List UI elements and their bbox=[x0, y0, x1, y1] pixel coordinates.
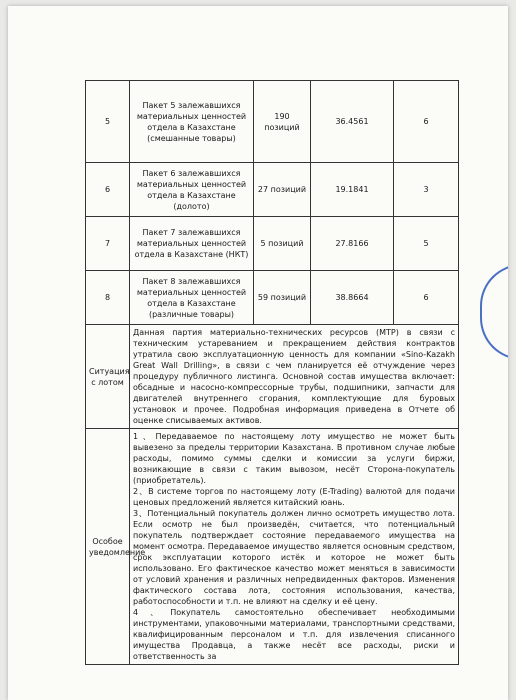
lot-count: 6 bbox=[394, 271, 459, 325]
lot-value: 19.1841 bbox=[311, 163, 394, 217]
lot-name: Пакет 6 залежавшихся материальных ценностей отдела в Казахстане (долото) bbox=[130, 163, 254, 217]
lots-table bbox=[85, 80, 459, 665]
lot-number: 5 bbox=[86, 81, 130, 163]
lot-name: Пакет 7 залежавшихся материальных ценностей отдела в Казахстане (НКТ) bbox=[130, 217, 254, 271]
lot-quantity: 27 позиций bbox=[254, 163, 311, 217]
situation-row bbox=[86, 325, 459, 429]
lot-number: 6 bbox=[86, 163, 130, 217]
notice-paragraph: 1、Передаваемое по настоящему лоту имущество не может быть вывезено за пределы территории Казахстана. В противном случае любые расходы, помимо суммы сделки и комиссии за услуги биржи, возникающие в связи с таким вывозом, несёт Сторона-покупатель (приобретатель). bbox=[133, 432, 455, 485]
document-page bbox=[8, 6, 508, 700]
table-row bbox=[86, 81, 459, 163]
lot-value: 38.8664 bbox=[311, 271, 394, 325]
lot-value: 27.8166 bbox=[311, 217, 394, 271]
notice-paragraph: 2、В системе торгов по настоящему лоту (E-Trading) валютой для подачи ценовых предложений является китайский юань. bbox=[133, 487, 455, 507]
lot-number: 8 bbox=[86, 271, 130, 325]
lot-quantity: 59 позиций bbox=[254, 271, 311, 325]
notice-row bbox=[86, 429, 459, 665]
lot-quantity: 190 позиций bbox=[254, 81, 311, 163]
table-row bbox=[86, 163, 459, 217]
notice-paragraph: 4、Покупатель самостоятельно обеспечивает необходимыми инструментами, упаковочными материалами, транспортными средствами, квалифицированным персоналом и т.п. для извлечения списанного имущества Продавца, а также несёт все расходы, риски и ответственность за bbox=[133, 608, 455, 661]
lot-quantity: 5 позиций bbox=[254, 217, 311, 271]
table-row bbox=[86, 271, 459, 325]
situation-text: Данная партия материально-технических ресурсов (МТР) в связи с техническим устареванием и прекращением действия контрактов утратила свою эксплуатационную ценность для компании «Sino-Kazakh Great Wall Drilling», в связи с чем планируется её отчуждение через процедуру публичного листинга. Основной состав имущества включает: обсадные и насосно-компрессорные трубы, подшипники, запчасти для двигателей внутреннего сгорания, комплектующие для буровых установок и прочее. Подробная информация приведена в Отчете об оценке списываемых активов. bbox=[130, 325, 459, 429]
lot-number: 7 bbox=[86, 217, 130, 271]
stamp-mark bbox=[480, 264, 508, 360]
situation-label: Ситуация с лотом bbox=[86, 325, 130, 429]
notice-paragraph: 3、Потенциальный покупатель должен лично осмотреть имущество лота. Если осмотр не был произведён, считается, что потенциальный покупатель подтверждает состояние передаваемого имущества на момент осмотра. Передаваемое имущество является основным средством, срок эксплуатации которого истёк и которое не может быть использовано. Его фактическое качество может меняться в зависимости от условий хранения и различных непредвиденных факторов. Изменения фактического состава лота, состояния использования, качества, работоспособности и т.п. не влияют на сделку и её цену. bbox=[133, 509, 455, 606]
lot-count: 5 bbox=[394, 217, 459, 271]
notice-label: Особое уведомление bbox=[86, 429, 130, 665]
lot-count: 3 bbox=[394, 163, 459, 217]
lot-count: 6 bbox=[394, 81, 459, 163]
table-row bbox=[86, 217, 459, 271]
notice-text bbox=[130, 429, 459, 665]
lot-name: Пакет 8 залежавшихся материальных ценностей отдела в Казахстане (различные товары) bbox=[130, 271, 254, 325]
lot-name: Пакет 5 залежавшихся материальных ценностей отдела в Казахстане (смешанные товары) bbox=[130, 81, 254, 163]
lot-value: 36.4561 bbox=[311, 81, 394, 163]
